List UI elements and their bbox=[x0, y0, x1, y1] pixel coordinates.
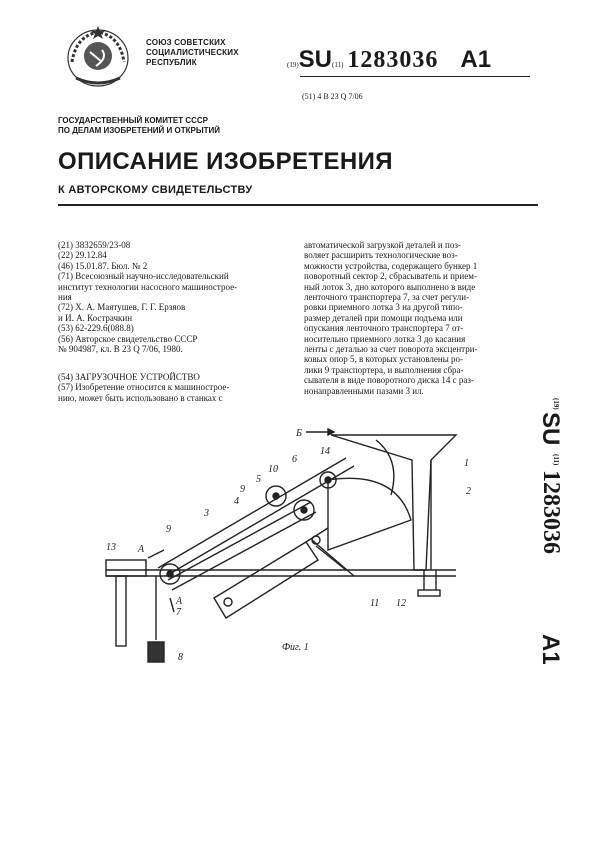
vertical-patent-number: 1283036 bbox=[538, 470, 564, 554]
abstract-line: нонаправленными пазами 3 ил. bbox=[304, 385, 424, 396]
ussr-emblem bbox=[62, 22, 134, 90]
patent-number: 1283036 bbox=[347, 47, 439, 73]
biblio-line: (21) 3832659/23-08 bbox=[58, 240, 131, 250]
invention-name: (54) ЗАГРУЗОЧНОЕ УСТРОЙСТВО bbox=[58, 372, 200, 382]
biblio-line: (22) 29.12.84 bbox=[58, 250, 107, 261]
ipc-code: B 23 Q 7/06 bbox=[323, 92, 363, 101]
ipc-classification bbox=[302, 92, 363, 101]
figure-label: 11 bbox=[370, 598, 380, 609]
figure-label: 6 bbox=[292, 454, 297, 465]
tag-11: (11) bbox=[332, 61, 344, 69]
figure-caption: Фиг. 1 bbox=[282, 642, 309, 653]
figure-label: 1 bbox=[464, 458, 469, 469]
biblio-line: и И. А. Кострачкин bbox=[58, 312, 133, 323]
biblio-line: (53) 62-229.6(088.8) bbox=[58, 323, 134, 334]
figure-label: 7 bbox=[176, 607, 181, 618]
abstract-line: носительно приемного лотка 3 до касания bbox=[304, 333, 466, 344]
country-code: SU bbox=[298, 46, 333, 73]
abstract-line: воляет расширить технологические воз- bbox=[304, 250, 458, 261]
vertical-kind-code: A1 bbox=[537, 634, 564, 665]
technical-drawing bbox=[96, 420, 516, 680]
figure-label: Б bbox=[296, 428, 302, 439]
figure-label: 5 bbox=[256, 474, 261, 485]
committee-line: ПО ДЕЛАМ ИЗОБРЕТЕНИЙ И ОТКРЫТИЙ bbox=[58, 126, 221, 135]
biblio-line: (46) 15.01.87. Бюл. № 2 bbox=[58, 260, 148, 271]
figure-label: 9 bbox=[166, 524, 171, 535]
figure-label: 12 bbox=[396, 598, 406, 609]
biblio-line: (71) Всесоюзный научно-исследовательский bbox=[58, 271, 229, 282]
abstract-line: лики 9 транспортера, и выполнения сбра- bbox=[304, 364, 464, 375]
biblio-line: (72) Х. А. Маятушев, Г. Г. Ерзяов bbox=[58, 302, 186, 313]
abstract-line: ленточного транспортера 7, за счет регули- bbox=[304, 292, 470, 303]
figure-label: 9 bbox=[240, 484, 245, 495]
document-title: ОПИСАНИЕ ИЗОБРЕТЕНИЯ bbox=[58, 148, 393, 175]
abstract-line: (57) Изобретение относится к машинострое- bbox=[58, 382, 230, 393]
vertical-tag-19: (19) bbox=[552, 398, 560, 410]
header-underline bbox=[300, 76, 530, 77]
abstract-left-column bbox=[58, 372, 293, 403]
abstract-line: нию, может быть использовано в станках с bbox=[58, 392, 223, 403]
figure-label: 3 bbox=[204, 508, 209, 519]
figure-label: 4 bbox=[234, 496, 239, 507]
figure-label: А bbox=[138, 544, 145, 555]
figure-label: 8 bbox=[178, 652, 183, 663]
biblio-line: институт технологии насосного машинострое- bbox=[58, 281, 238, 292]
biblio-line: ния bbox=[58, 292, 72, 303]
kind-code: A1 bbox=[460, 46, 492, 73]
abstract-line: опускания ленточного транспортера 7 от- bbox=[304, 323, 464, 334]
abstract-line: можности устройства, содержащего бункер 1 bbox=[304, 260, 478, 271]
abstract-line: автоматической загрузкой деталей и поз- bbox=[304, 240, 461, 250]
bibliographic-data bbox=[58, 240, 293, 354]
abstract-line: ровки приемного лотка 3 на другой типо- bbox=[304, 302, 463, 313]
figure-label: А bbox=[176, 596, 183, 607]
abstract-line: размер деталей при помощи подъема или bbox=[304, 312, 463, 323]
figure-label: 13 bbox=[106, 542, 116, 553]
abstract-line: ный лоток 3, дно которого выполнено в виде bbox=[304, 281, 476, 292]
document-subtitle: К АВТОРСКОМУ СВИДЕТЕЛЬСТВУ bbox=[58, 184, 253, 196]
committee-line: ГОСУДАРСТВЕННЫЙ КОМИТЕТ СССР bbox=[58, 116, 208, 125]
biblio-line: (56) Авторское свидетельство СССР bbox=[58, 333, 198, 344]
ipc-tag: (51) 4 bbox=[302, 92, 322, 101]
vertical-country-code: SU bbox=[537, 412, 564, 446]
abstract-line: сывателя в виде поворотного диска 14 с раз- bbox=[304, 375, 474, 386]
tag-19: (19) bbox=[287, 61, 299, 69]
vertical-publication-number bbox=[520, 398, 570, 698]
abstract-line: ленты с деталью за счет поворота эксцентри- bbox=[304, 344, 478, 355]
country-line: СОЮЗ СОВЕТСКИХ bbox=[146, 38, 226, 47]
country-line: СОЦИАЛИСТИЧЕСКИХ bbox=[146, 48, 239, 57]
abstract-line: поворотный сектор 2, сбрасыватель и прием- bbox=[304, 271, 477, 282]
figure-label: 2 bbox=[466, 486, 471, 497]
title-rule bbox=[58, 204, 538, 206]
biblio-line: № 904987, кл. В 23 Q 7/06, 1980. bbox=[58, 344, 183, 355]
state-committee bbox=[58, 116, 220, 136]
abstract-right-column bbox=[304, 240, 536, 396]
country-line: РЕСПУБЛИК bbox=[146, 58, 197, 67]
publication-number bbox=[287, 46, 491, 74]
figure-label: 10 bbox=[268, 464, 278, 475]
country-name bbox=[146, 38, 239, 68]
abstract-line: ковых опор 5, в которых установлены ро- bbox=[304, 354, 464, 365]
figure-label: 14 bbox=[320, 446, 330, 457]
vertical-tag-11: (11) bbox=[552, 454, 560, 466]
